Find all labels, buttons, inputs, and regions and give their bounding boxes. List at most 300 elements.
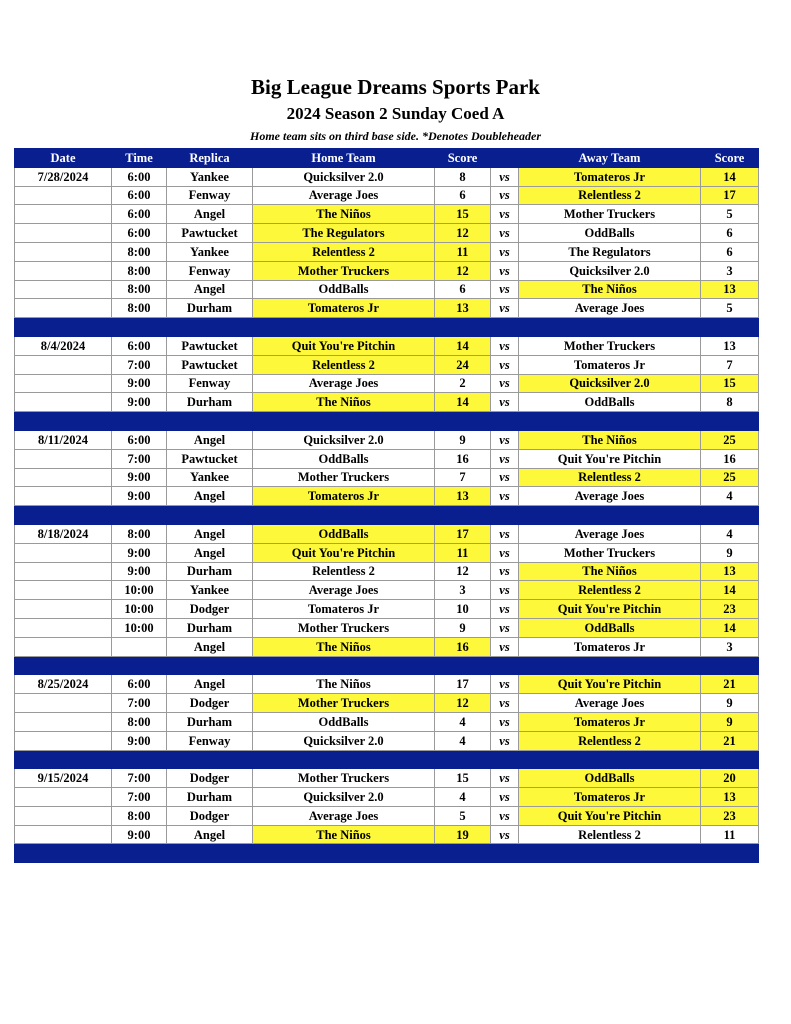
home-score: 24 bbox=[435, 355, 491, 374]
game-date-empty bbox=[15, 205, 112, 224]
separator-cell bbox=[435, 844, 491, 863]
home-team: Quit You're Pitchin bbox=[253, 543, 435, 562]
separator-cell bbox=[435, 412, 491, 431]
home-score: 16 bbox=[435, 449, 491, 468]
vs-label: vs bbox=[491, 186, 519, 205]
home-score: 14 bbox=[435, 393, 491, 412]
game-time: 10:00 bbox=[112, 581, 167, 600]
game-time: 6:00 bbox=[112, 205, 167, 224]
away-score: 16 bbox=[701, 449, 759, 468]
separator-cell bbox=[112, 506, 167, 525]
vs-label: vs bbox=[491, 581, 519, 600]
home-team: OddBalls bbox=[253, 280, 435, 299]
game-time: 6:00 bbox=[112, 336, 167, 355]
game-time: 7:00 bbox=[112, 788, 167, 807]
col-header-replica: Replica bbox=[167, 149, 253, 168]
away-team: The Niños bbox=[519, 280, 701, 299]
away-team: Average Joes bbox=[519, 524, 701, 543]
game-replica: Durham bbox=[167, 618, 253, 637]
separator-cell bbox=[519, 318, 701, 337]
game-date: 8/25/2024 bbox=[15, 675, 112, 694]
vs-label: vs bbox=[491, 393, 519, 412]
game-replica: Angel bbox=[167, 280, 253, 299]
game-replica: Angel bbox=[167, 524, 253, 543]
separator-cell bbox=[112, 750, 167, 769]
vs-label: vs bbox=[491, 637, 519, 656]
week-separator-row bbox=[15, 656, 759, 675]
separator-cell bbox=[15, 656, 112, 675]
away-score: 8 bbox=[701, 393, 759, 412]
away-team: Average Joes bbox=[519, 299, 701, 318]
game-replica: Durham bbox=[167, 562, 253, 581]
game-time: 9:00 bbox=[112, 543, 167, 562]
game-replica: Angel bbox=[167, 205, 253, 224]
home-score: 11 bbox=[435, 543, 491, 562]
vs-label: vs bbox=[491, 543, 519, 562]
game-replica: Angel bbox=[167, 825, 253, 844]
vs-label: vs bbox=[491, 280, 519, 299]
away-score: 21 bbox=[701, 675, 759, 694]
away-score: 13 bbox=[701, 788, 759, 807]
separator-cell bbox=[435, 506, 491, 525]
home-score: 12 bbox=[435, 694, 491, 713]
vs-label: vs bbox=[491, 449, 519, 468]
game-time: 6:00 bbox=[112, 186, 167, 205]
away-score: 7 bbox=[701, 355, 759, 374]
away-team: Tomateros Jr bbox=[519, 167, 701, 186]
game-replica: Durham bbox=[167, 788, 253, 807]
game-replica: Yankee bbox=[167, 468, 253, 487]
separator-cell bbox=[491, 750, 519, 769]
game-replica: Fenway bbox=[167, 374, 253, 393]
page-title: Big League Dreams Sports Park bbox=[251, 75, 540, 99]
vs-label: vs bbox=[491, 618, 519, 637]
game-time: 9:00 bbox=[112, 393, 167, 412]
table-row bbox=[15, 261, 759, 280]
away-score: 13 bbox=[701, 562, 759, 581]
table-row bbox=[15, 167, 759, 186]
separator-cell bbox=[701, 750, 759, 769]
home-score: 15 bbox=[435, 205, 491, 224]
doubleheader-note: Home team sits on third base side. *Denotes Doubleheader bbox=[250, 129, 541, 143]
vs-label: vs bbox=[491, 806, 519, 825]
home-team: Tomateros Jr bbox=[253, 487, 435, 506]
separator-cell bbox=[253, 844, 435, 863]
away-team: OddBalls bbox=[519, 224, 701, 243]
game-date-empty bbox=[15, 694, 112, 713]
week-separator-row bbox=[15, 506, 759, 525]
vs-label: vs bbox=[491, 242, 519, 261]
game-time: 10:00 bbox=[112, 600, 167, 619]
table-row bbox=[15, 618, 759, 637]
schedule-table bbox=[14, 148, 759, 863]
game-replica: Angel bbox=[167, 487, 253, 506]
vs-label: vs bbox=[491, 355, 519, 374]
home-team: The Niños bbox=[253, 637, 435, 656]
home-score: 12 bbox=[435, 261, 491, 280]
vs-label: vs bbox=[491, 205, 519, 224]
game-replica: Yankee bbox=[167, 242, 253, 261]
separator-cell bbox=[435, 656, 491, 675]
game-time: 9:00 bbox=[112, 487, 167, 506]
game-date-empty bbox=[15, 299, 112, 318]
col-header-vs bbox=[491, 149, 519, 168]
game-time: 8:00 bbox=[112, 261, 167, 280]
schedule-body bbox=[15, 167, 759, 862]
separator-cell bbox=[167, 506, 253, 525]
away-team: The Niños bbox=[519, 562, 701, 581]
home-score: 6 bbox=[435, 280, 491, 299]
home-team: Mother Truckers bbox=[253, 261, 435, 280]
separator-cell bbox=[701, 844, 759, 863]
table-row bbox=[15, 393, 759, 412]
home-team: OddBalls bbox=[253, 524, 435, 543]
game-date-empty bbox=[15, 806, 112, 825]
away-team: OddBalls bbox=[519, 769, 701, 788]
game-time: 9:00 bbox=[112, 562, 167, 581]
game-date-empty bbox=[15, 449, 112, 468]
vs-label: vs bbox=[491, 261, 519, 280]
vs-label: vs bbox=[491, 524, 519, 543]
home-team: Relentless 2 bbox=[253, 562, 435, 581]
game-date: 8/4/2024 bbox=[15, 336, 112, 355]
table-row bbox=[15, 712, 759, 731]
home-score: 2 bbox=[435, 374, 491, 393]
separator-cell bbox=[167, 656, 253, 675]
home-score: 13 bbox=[435, 299, 491, 318]
table-row bbox=[15, 242, 759, 261]
table-row bbox=[15, 731, 759, 750]
away-score: 9 bbox=[701, 694, 759, 713]
separator-cell bbox=[112, 656, 167, 675]
away-score: 4 bbox=[701, 524, 759, 543]
separator-cell bbox=[253, 318, 435, 337]
away-score: 13 bbox=[701, 280, 759, 299]
vs-label: vs bbox=[491, 167, 519, 186]
game-date-empty bbox=[15, 374, 112, 393]
away-team: Quit You're Pitchin bbox=[519, 600, 701, 619]
away-team: Tomateros Jr bbox=[519, 637, 701, 656]
game-date-empty bbox=[15, 261, 112, 280]
game-replica: Pawtucket bbox=[167, 224, 253, 243]
separator-cell bbox=[15, 506, 112, 525]
away-score: 3 bbox=[701, 637, 759, 656]
week-separator-row bbox=[15, 844, 759, 863]
table-row bbox=[15, 205, 759, 224]
game-replica: Yankee bbox=[167, 167, 253, 186]
game-time: 8:00 bbox=[112, 806, 167, 825]
game-replica: Fenway bbox=[167, 261, 253, 280]
game-replica: Dodger bbox=[167, 769, 253, 788]
away-score: 6 bbox=[701, 224, 759, 243]
away-team: Quit You're Pitchin bbox=[519, 675, 701, 694]
game-date-empty bbox=[15, 186, 112, 205]
away-score: 4 bbox=[701, 487, 759, 506]
away-team: Relentless 2 bbox=[519, 468, 701, 487]
away-team: Tomateros Jr bbox=[519, 355, 701, 374]
game-date-empty bbox=[15, 487, 112, 506]
game-time: 6:00 bbox=[112, 430, 167, 449]
vs-label: vs bbox=[491, 731, 519, 750]
week-separator-row bbox=[15, 750, 759, 769]
game-replica: Dodger bbox=[167, 600, 253, 619]
home-team: The Niños bbox=[253, 393, 435, 412]
home-score: 5 bbox=[435, 806, 491, 825]
col-header-away-team: Away Team bbox=[519, 149, 701, 168]
table-row bbox=[15, 280, 759, 299]
home-team: The Niños bbox=[253, 675, 435, 694]
separator-cell bbox=[491, 412, 519, 431]
home-team: OddBalls bbox=[253, 712, 435, 731]
home-score: 6 bbox=[435, 186, 491, 205]
game-time bbox=[112, 637, 167, 656]
separator-cell bbox=[167, 412, 253, 431]
away-score: 15 bbox=[701, 374, 759, 393]
season-subtitle: 2024 Season 2 Sunday Coed A bbox=[286, 104, 505, 123]
table-row bbox=[15, 675, 759, 694]
table-row bbox=[15, 543, 759, 562]
game-time: 6:00 bbox=[112, 675, 167, 694]
home-team: Tomateros Jr bbox=[253, 600, 435, 619]
vs-label: vs bbox=[491, 430, 519, 449]
table-row bbox=[15, 430, 759, 449]
away-team: Relentless 2 bbox=[519, 825, 701, 844]
game-date-empty bbox=[15, 600, 112, 619]
game-time: 10:00 bbox=[112, 618, 167, 637]
away-score: 5 bbox=[701, 205, 759, 224]
game-time: 7:00 bbox=[112, 694, 167, 713]
table-row bbox=[15, 581, 759, 600]
game-replica: Durham bbox=[167, 299, 253, 318]
away-score: 17 bbox=[701, 186, 759, 205]
away-team: Quicksilver 2.0 bbox=[519, 374, 701, 393]
home-score: 7 bbox=[435, 468, 491, 487]
col-header-time: Time bbox=[112, 149, 167, 168]
game-replica: Fenway bbox=[167, 731, 253, 750]
away-team: Tomateros Jr bbox=[519, 712, 701, 731]
game-date-empty bbox=[15, 825, 112, 844]
separator-cell bbox=[491, 506, 519, 525]
away-team: OddBalls bbox=[519, 618, 701, 637]
game-replica: Pawtucket bbox=[167, 449, 253, 468]
game-replica: Dodger bbox=[167, 806, 253, 825]
home-score: 4 bbox=[435, 731, 491, 750]
table-row bbox=[15, 355, 759, 374]
col-header-home-score: Score bbox=[435, 149, 491, 168]
away-score: 13 bbox=[701, 336, 759, 355]
home-team: Mother Truckers bbox=[253, 769, 435, 788]
table-row bbox=[15, 600, 759, 619]
away-team: Relentless 2 bbox=[519, 186, 701, 205]
separator-cell bbox=[701, 506, 759, 525]
vs-label: vs bbox=[491, 468, 519, 487]
away-team: Average Joes bbox=[519, 487, 701, 506]
game-time: 8:00 bbox=[112, 299, 167, 318]
away-score: 20 bbox=[701, 769, 759, 788]
game-time: 6:00 bbox=[112, 224, 167, 243]
separator-cell bbox=[15, 318, 112, 337]
table-row bbox=[15, 487, 759, 506]
separator-cell bbox=[15, 844, 112, 863]
separator-cell bbox=[112, 844, 167, 863]
separator-cell bbox=[15, 750, 112, 769]
vs-label: vs bbox=[491, 769, 519, 788]
game-time: 9:00 bbox=[112, 825, 167, 844]
separator-cell bbox=[253, 750, 435, 769]
away-score: 23 bbox=[701, 806, 759, 825]
game-date-empty bbox=[15, 618, 112, 637]
away-score: 9 bbox=[701, 543, 759, 562]
table-row bbox=[15, 788, 759, 807]
header-row bbox=[15, 149, 759, 168]
game-time: 9:00 bbox=[112, 468, 167, 487]
table-row bbox=[15, 468, 759, 487]
separator-cell bbox=[112, 412, 167, 431]
separator-cell bbox=[519, 750, 701, 769]
home-team: Quicksilver 2.0 bbox=[253, 167, 435, 186]
home-score: 13 bbox=[435, 487, 491, 506]
home-team: Tomateros Jr bbox=[253, 299, 435, 318]
separator-cell bbox=[519, 506, 701, 525]
game-time: 7:00 bbox=[112, 769, 167, 788]
game-time: 9:00 bbox=[112, 374, 167, 393]
home-score: 9 bbox=[435, 618, 491, 637]
game-time: 7:00 bbox=[112, 355, 167, 374]
game-replica: Angel bbox=[167, 675, 253, 694]
home-team: OddBalls bbox=[253, 449, 435, 468]
separator-cell bbox=[701, 412, 759, 431]
table-row bbox=[15, 336, 759, 355]
game-date: 8/18/2024 bbox=[15, 524, 112, 543]
game-time: 6:00 bbox=[112, 167, 167, 186]
col-header-date: Date bbox=[15, 149, 112, 168]
game-replica: Fenway bbox=[167, 186, 253, 205]
away-team: OddBalls bbox=[519, 393, 701, 412]
home-team: Average Joes bbox=[253, 806, 435, 825]
home-score: 19 bbox=[435, 825, 491, 844]
home-team: Average Joes bbox=[253, 186, 435, 205]
home-score: 14 bbox=[435, 336, 491, 355]
home-score: 15 bbox=[435, 769, 491, 788]
away-score: 5 bbox=[701, 299, 759, 318]
home-team: Mother Truckers bbox=[253, 468, 435, 487]
away-team: Relentless 2 bbox=[519, 581, 701, 600]
game-date: 9/15/2024 bbox=[15, 769, 112, 788]
away-score: 14 bbox=[701, 618, 759, 637]
game-date-empty bbox=[15, 355, 112, 374]
separator-cell bbox=[167, 318, 253, 337]
game-date-empty bbox=[15, 731, 112, 750]
away-team: Mother Truckers bbox=[519, 543, 701, 562]
separator-cell bbox=[253, 412, 435, 431]
game-replica: Dodger bbox=[167, 694, 253, 713]
table-row bbox=[15, 806, 759, 825]
week-separator-row bbox=[15, 412, 759, 431]
home-team: Quicksilver 2.0 bbox=[253, 788, 435, 807]
home-score: 4 bbox=[435, 712, 491, 731]
table-row bbox=[15, 299, 759, 318]
game-date-empty bbox=[15, 242, 112, 261]
away-score: 3 bbox=[701, 261, 759, 280]
away-team: Tomateros Jr bbox=[519, 788, 701, 807]
separator-cell bbox=[112, 318, 167, 337]
game-time: 8:00 bbox=[112, 524, 167, 543]
game-time: 8:00 bbox=[112, 280, 167, 299]
table-row bbox=[15, 374, 759, 393]
separator-cell bbox=[491, 844, 519, 863]
vs-label: vs bbox=[491, 487, 519, 506]
game-replica: Angel bbox=[167, 430, 253, 449]
away-score: 21 bbox=[701, 731, 759, 750]
game-time: 7:00 bbox=[112, 449, 167, 468]
home-score: 12 bbox=[435, 224, 491, 243]
vs-label: vs bbox=[491, 675, 519, 694]
away-team: Mother Truckers bbox=[519, 205, 701, 224]
table-row bbox=[15, 637, 759, 656]
away-score: 25 bbox=[701, 468, 759, 487]
home-team: Quicksilver 2.0 bbox=[253, 731, 435, 750]
vs-label: vs bbox=[491, 712, 519, 731]
vs-label: vs bbox=[491, 694, 519, 713]
vs-label: vs bbox=[491, 600, 519, 619]
away-team: Average Joes bbox=[519, 694, 701, 713]
separator-cell bbox=[519, 656, 701, 675]
separator-cell bbox=[491, 656, 519, 675]
week-separator-row bbox=[15, 318, 759, 337]
col-header-home-team: Home Team bbox=[253, 149, 435, 168]
game-replica: Pawtucket bbox=[167, 355, 253, 374]
away-team: The Niños bbox=[519, 430, 701, 449]
away-score: 14 bbox=[701, 167, 759, 186]
separator-cell bbox=[253, 506, 435, 525]
away-team: Quicksilver 2.0 bbox=[519, 261, 701, 280]
separator-cell bbox=[519, 844, 701, 863]
vs-label: vs bbox=[491, 299, 519, 318]
game-replica: Durham bbox=[167, 712, 253, 731]
game-date-empty bbox=[15, 712, 112, 731]
separator-cell bbox=[167, 750, 253, 769]
game-replica: Angel bbox=[167, 543, 253, 562]
away-score: 14 bbox=[701, 581, 759, 600]
game-date-empty bbox=[15, 468, 112, 487]
game-time: 9:00 bbox=[112, 731, 167, 750]
away-team: Quit You're Pitchin bbox=[519, 806, 701, 825]
home-score: 12 bbox=[435, 562, 491, 581]
game-date-empty bbox=[15, 581, 112, 600]
separator-cell bbox=[701, 656, 759, 675]
table-row bbox=[15, 769, 759, 788]
table-row bbox=[15, 186, 759, 205]
separator-cell bbox=[15, 412, 112, 431]
home-score: 17 bbox=[435, 524, 491, 543]
game-replica: Yankee bbox=[167, 581, 253, 600]
vs-label: vs bbox=[491, 374, 519, 393]
away-score: 6 bbox=[701, 242, 759, 261]
table-row bbox=[15, 449, 759, 468]
home-team: Quit You're Pitchin bbox=[253, 336, 435, 355]
game-date-empty bbox=[15, 637, 112, 656]
col-header-away-score: Score bbox=[701, 149, 759, 168]
game-time: 8:00 bbox=[112, 242, 167, 261]
game-date: 7/28/2024 bbox=[15, 167, 112, 186]
game-replica: Pawtucket bbox=[167, 336, 253, 355]
away-team: Mother Truckers bbox=[519, 336, 701, 355]
table-row bbox=[15, 694, 759, 713]
game-time: 8:00 bbox=[112, 712, 167, 731]
away-score: 9 bbox=[701, 712, 759, 731]
vs-label: vs bbox=[491, 224, 519, 243]
game-date: 8/11/2024 bbox=[15, 430, 112, 449]
